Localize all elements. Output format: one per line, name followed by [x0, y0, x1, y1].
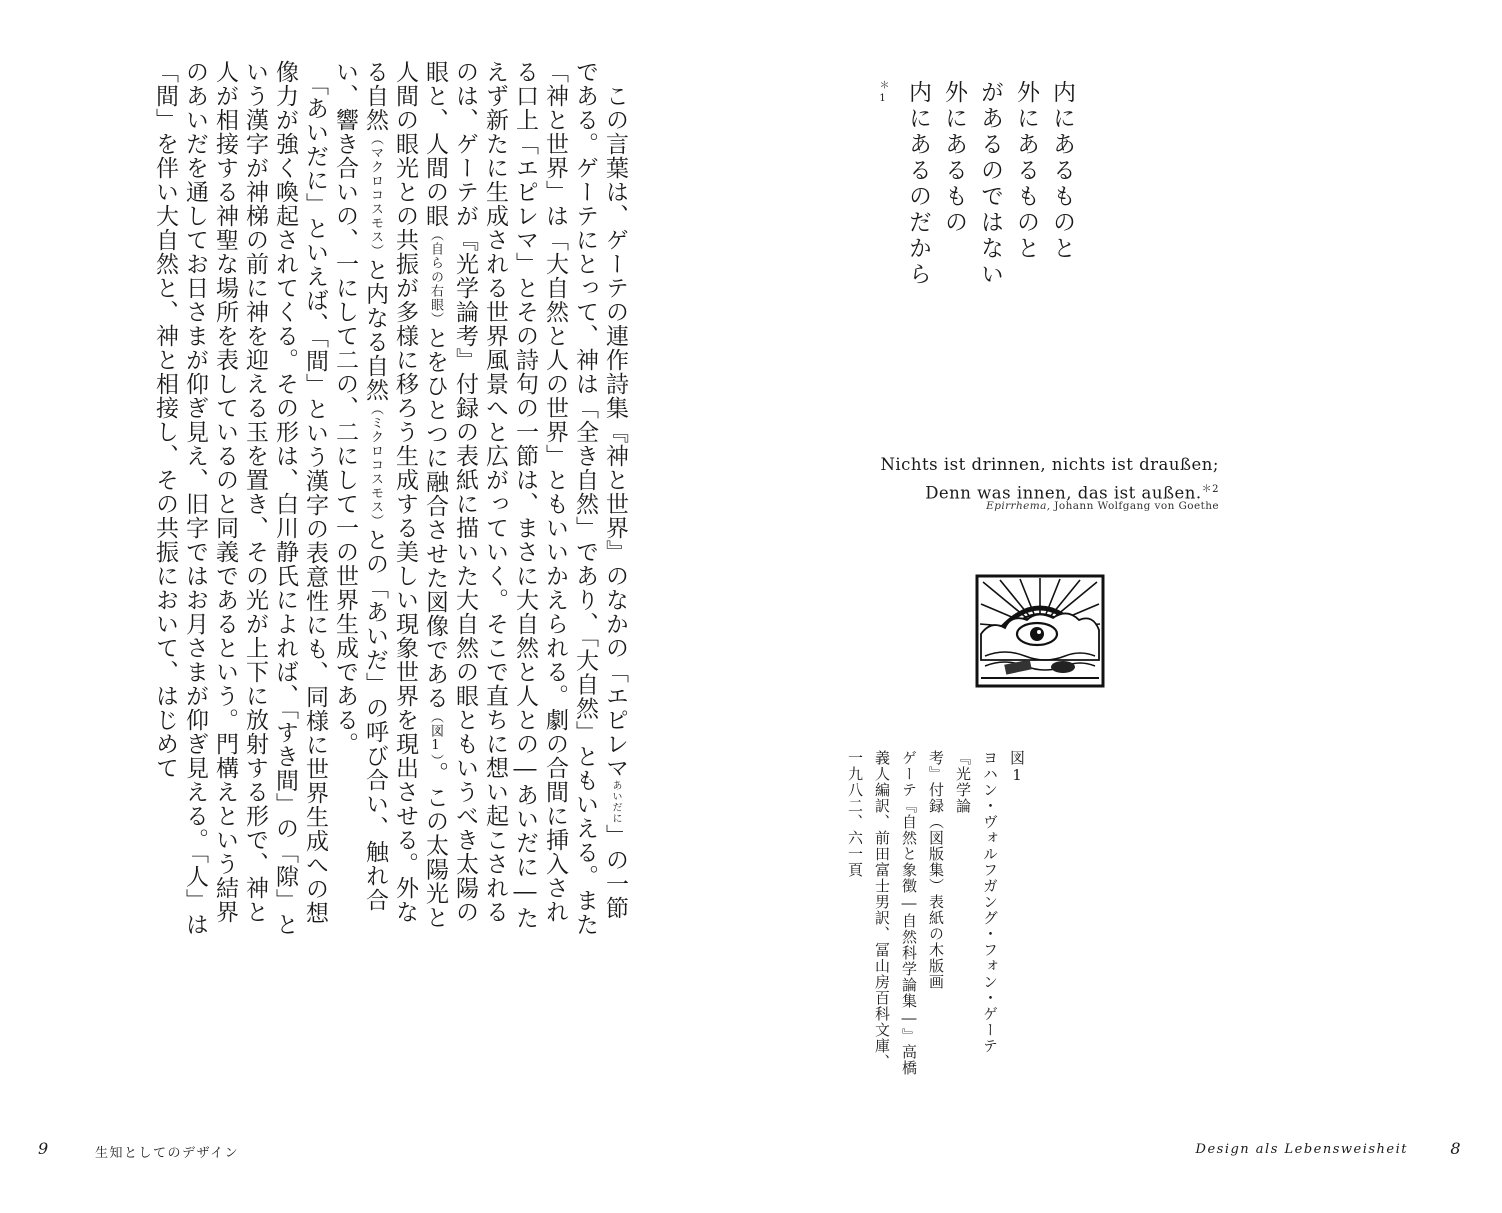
figure-caption: [846, 750, 1030, 1080]
poem-line: 外にあるもの: [941, 80, 967, 236]
quote-line-1: Nichts ist drinnen, nichts ist draußen;: [880, 455, 1219, 474]
page-number-left: 9: [38, 1139, 50, 1158]
german-quote: [880, 452, 1219, 506]
caption-line: 考』付録（図版集）表紙の木版画: [927, 750, 945, 990]
caption-line: ヨハン・ヴォルフガング・フォン・ゲーテ『光学論: [954, 750, 999, 1054]
citation-author: Johann Wolfgang von Goethe: [1054, 500, 1219, 512]
citation-work: Epirrhema,: [986, 500, 1051, 512]
paragraph-2: 「あいだに」といえば、「間」という漢字の表意性にも、同様に世界生成への想像力が強く喚起されてくる。その形は、白川静氏によれば、「すき間」の「隙」という漢字が神梯の前に神を迎える玉を置き、その光が上下に放射する形で、神と人が相接する神聖な場所を表しているのと同義であるという。門構えという結界のあいだを通してお日さまが仰ぎ見え、旧字ではお月さまが仰ぎ見える。「人」は「間」を伴い大自然と、神と相接し、その共振において、はじめて: [152, 60, 328, 937]
footnote-mark-2: ＊2: [1201, 484, 1219, 495]
quote-line-2: Denn was innen, das ist außen.$^{*2}$: [925, 483, 1219, 503]
quote-citation: [986, 500, 1219, 512]
ruby-aidani: あいだに: [610, 780, 621, 824]
poem-line: 外にあるものと: [1013, 80, 1039, 262]
caption-line: 義人編訳、前田富士男訳、冨山房百科文庫、: [873, 750, 891, 1070]
body-text: [70, 60, 630, 940]
poem-line: 内にあるのだから ＊1: [864, 80, 936, 320]
running-title-right: Design als Lebensweisheit: [1195, 1142, 1408, 1157]
footnote-mark-1: ＊1: [877, 80, 888, 107]
poem-line: があるのではない: [977, 80, 1003, 288]
paragraph-1: この言葉は、ゲーテの連作詩集『神と世界』のなかの「エピレマあいだに」の一節である。ゲーテにとって、神は「全き自然」であり、「大自然」ともいえる。また「神と世界」は「大自然と人の世界」ともいいかえられる。劇の合間に挿入される口上「エピレマ」とその詩句の一節は、まさに大自然と人との―あいだに―たえず新たに生成される世界風景へと広がっていく。そこで直ちに想い起こされるのは、ゲーテが『光学論考』付録の表紙に描いた大自然の眼ともいうべき太陽の眼と、人間の眼（自らの右眼）とをひとつに融合させた図像である（図1）。この太陽光と人間の眼光との共振が多様に移ろう生成する美しい現象世界を現出させる。外なる自然（マクロコスモス）と内なる自然（ミクロコスモス）との「あいだ」の呼び合い、触れ合い、響き合いの、一にして二の、二にして一の世界生成である。: [332, 60, 628, 937]
poem: [877, 80, 1080, 320]
running-title-left: 生知としてのデザイン: [95, 1146, 240, 1161]
woodcut-sun-eye-icon: [975, 574, 1105, 688]
page-number-right: 8: [1450, 1139, 1462, 1158]
caption-line: ゲーテ『自然と象徴―自然科学論集―』高橋: [900, 750, 918, 1076]
caption-line: 一九八二、六一頁: [846, 750, 864, 878]
figure-label: 図1: [1008, 750, 1026, 785]
poem-line: 内にあるものと: [1049, 80, 1075, 262]
